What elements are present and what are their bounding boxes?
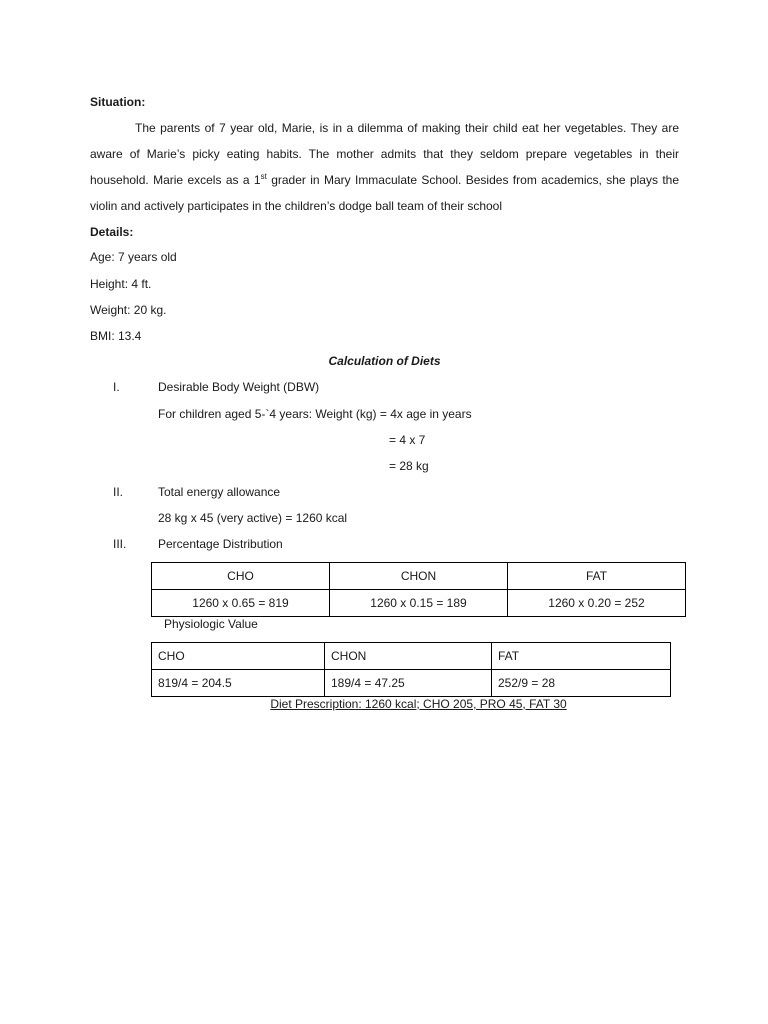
energy-formula: 28 kg x 45 (very active) = 1260 kcal [158, 511, 348, 525]
detail-age: Age: 7 years old [90, 250, 177, 264]
table-header-cell: CHO [152, 643, 325, 670]
calculation-title: Calculation of Diets [328, 354, 441, 368]
table-cell: 819/4 = 204.5 [152, 670, 325, 697]
table-row [152, 670, 671, 697]
table-header-cell: CHON [325, 643, 492, 670]
situation-text-superscript: st [260, 172, 267, 181]
table-cell: 1260 x 0.20 = 252 [508, 590, 686, 617]
table-cell: 252/9 = 28 [492, 670, 671, 697]
situation-heading: Situation: [90, 95, 146, 109]
situation-text-part2: grader in Mary Immaculate School. Besides from academics, she plays the violin and actively participates in the children’s dodge ball team of their school [90, 173, 680, 213]
dbw-step-2: = 28 kg [389, 459, 429, 473]
section-2-title: Total energy allowance [158, 485, 281, 499]
table-header-cell: CHO [152, 563, 330, 590]
table-cell: 189/4 = 47.25 [325, 670, 492, 697]
section-1-number: I. [113, 380, 120, 394]
section-1-title: Desirable Body Weight (DBW) [158, 380, 320, 394]
section-2-number: II. [113, 485, 124, 499]
section-3-title: Percentage Distribution [158, 537, 283, 551]
table-header-row [152, 563, 686, 590]
situation-text-part1: The parents of 7 year old, Marie, is in a dilemma of making their child eat her vegetables. They are aware of Marie’s picky eating habits. The mother admits that they seldom prepare vegetables in their household. Marie excels as a 1 [90, 121, 679, 187]
section-3-number: III. [113, 537, 127, 551]
table-header-row [152, 643, 671, 670]
dbw-step-1: = 4 x 7 [389, 433, 426, 447]
detail-bmi: BMI: 13.4 [90, 329, 142, 343]
table-row [152, 590, 686, 617]
physiologic-value-table [151, 642, 671, 697]
detail-height: Height: 4 ft. [90, 277, 152, 291]
situation-paragraph [90, 115, 679, 219]
diet-prescription: Diet Prescription: 1260 kcal; CHO 205, PRO 45, FAT 30 [270, 697, 567, 711]
table-header-cell: FAT [492, 643, 671, 670]
table-header-cell: CHON [330, 563, 508, 590]
dbw-formula: For children aged 5-`4 years: Weight (kg) = 4x age in years [158, 407, 472, 421]
diet-prescription-line [151, 697, 686, 711]
details-heading: Details: [90, 225, 134, 239]
table-header-cell: FAT [508, 563, 686, 590]
table-cell: 1260 x 0.15 = 189 [330, 590, 508, 617]
detail-weight: Weight: 20 kg. [90, 303, 167, 317]
physiologic-value-label: Physiologic Value [164, 617, 258, 631]
percentage-distribution-table [151, 562, 686, 617]
table-cell: 1260 x 0.65 = 819 [152, 590, 330, 617]
